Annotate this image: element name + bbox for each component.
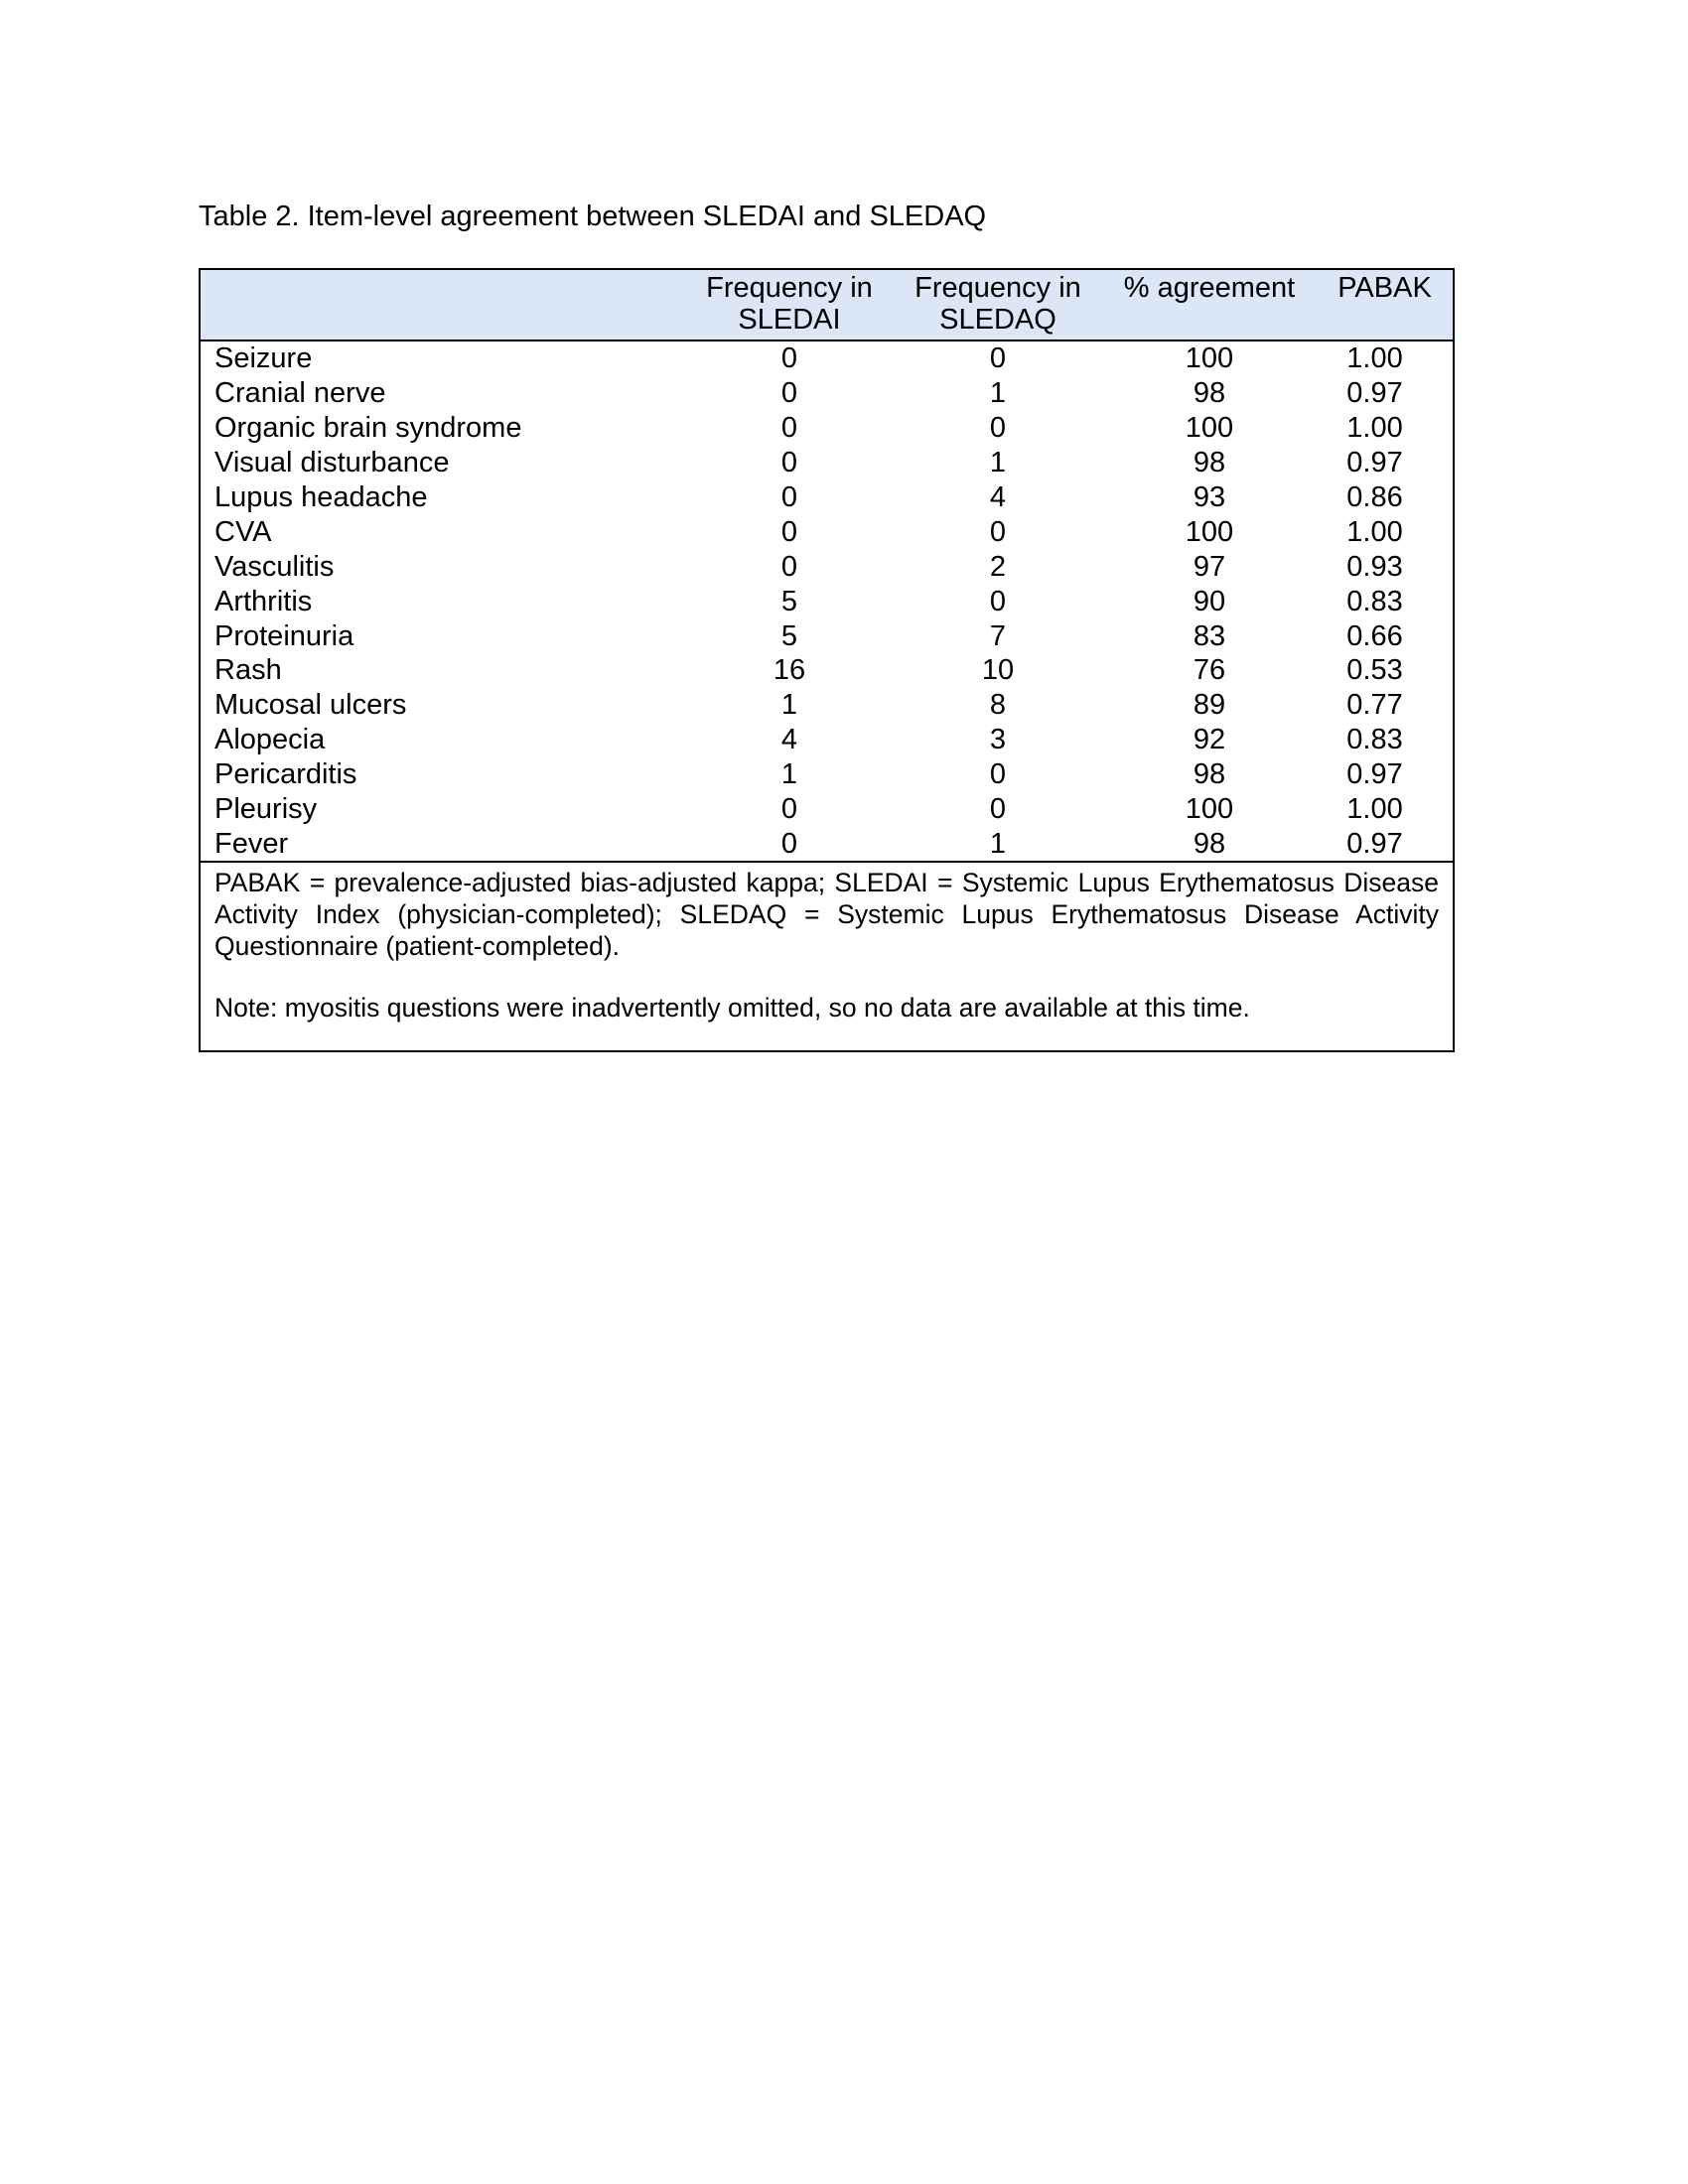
cell-pabak: 0.97 (1317, 826, 1453, 862)
cell-pabak: 0.53 (1346, 654, 1403, 687)
cell-frequency-sledai: 1 (780, 689, 798, 722)
cell-pabak: 1.00 (1346, 342, 1403, 375)
cell-item: Fever (201, 826, 685, 862)
table-body (201, 341, 1453, 862)
cell-item: Arthritis (214, 585, 313, 617)
cell-percent-agreement: 100 (1185, 793, 1234, 826)
cell-frequency-sledaq: 4 (989, 481, 1007, 513)
cell-frequency-sledai: 0 (780, 342, 798, 375)
cell-frequency-sledai: 0 (685, 826, 894, 862)
cell-frequency-sledaq: 0 (989, 412, 1007, 445)
cell-item: Rash (214, 654, 282, 687)
cell-percent-agreement: 83 (1193, 619, 1226, 652)
cell-pabak: 0.77 (1346, 689, 1403, 722)
header-frequency-sledaq-line1: Frequency in (914, 272, 1081, 304)
cell-frequency-sledai: 0 (780, 515, 798, 548)
cell-percent-agreement: 98 (1193, 758, 1226, 791)
table-row (201, 792, 1453, 827)
cell-item: Mucosal ulcers (214, 689, 407, 722)
cell-item: Pleurisy (214, 793, 318, 826)
cell-frequency-sledaq: 7 (989, 619, 1007, 652)
cell-frequency-sledaq: 1 (989, 377, 1007, 410)
cell-item: Seizure (214, 342, 313, 375)
cell-frequency-sledai: 16 (773, 654, 806, 687)
cell-frequency-sledaq: 0 (989, 793, 1007, 826)
header-item (201, 270, 685, 341)
cell-pabak: 0.83 (1346, 585, 1403, 617)
cell-percent-agreement: 93 (1193, 481, 1226, 513)
header-percent-agreement: % agreement (1123, 272, 1296, 304)
cell-frequency-sledaq: 2 (989, 550, 1007, 583)
table-row (201, 446, 1453, 480)
cell-pabak: 0.97 (1346, 377, 1403, 410)
cell-frequency-sledai: 5 (780, 619, 798, 652)
cell-item: Proteinuria (214, 619, 354, 652)
cell-pabak: 0.83 (1346, 724, 1403, 756)
cell-item: Alopecia (214, 724, 326, 756)
cell-frequency-sledaq: 1 (894, 826, 1102, 862)
table-row (201, 723, 1453, 757)
table-header-row (201, 270, 1453, 341)
header-pabak: PABAK (1337, 272, 1432, 304)
cell-percent-agreement: 97 (1193, 550, 1226, 583)
cell-pabak: 1.00 (1346, 515, 1403, 548)
cell-item: CVA (214, 515, 272, 548)
table-row (201, 584, 1453, 618)
cell-pabak: 1.00 (1346, 412, 1403, 445)
cell-frequency-sledaq: 0 (989, 585, 1007, 617)
agreement-table (201, 270, 1453, 863)
table-frame (199, 268, 1455, 1052)
header-frequency-sledaq-line2: SLEDAQ (939, 304, 1056, 336)
cell-frequency-sledaq: 0 (989, 342, 1007, 375)
cell-percent-agreement: 92 (1193, 724, 1226, 756)
cell-pabak: 0.66 (1346, 619, 1403, 652)
cell-frequency-sledai: 0 (780, 412, 798, 445)
cell-pabak: 0.86 (1346, 481, 1403, 513)
table-row (201, 826, 1453, 862)
cell-frequency-sledai: 4 (780, 724, 798, 756)
cell-percent-agreement: 76 (1193, 654, 1226, 687)
cell-percent-agreement: 100 (1185, 412, 1234, 445)
cell-frequency-sledaq: 3 (989, 724, 1007, 756)
table-row (201, 480, 1453, 515)
cell-percent-agreement: 100 (1185, 515, 1234, 548)
table-caption: Table 2. Item-level agreement between SLEDAI and SLEDAQ (199, 201, 987, 232)
cell-percent-agreement: 98 (1193, 447, 1226, 479)
cell-item: Pericarditis (214, 758, 357, 791)
cell-frequency-sledai: 5 (780, 585, 798, 617)
cell-pabak: 0.97 (1346, 447, 1403, 479)
cell-frequency-sledai: 1 (780, 758, 798, 791)
cell-percent-agreement: 100 (1185, 342, 1234, 375)
table-row (201, 653, 1453, 688)
cell-percent-agreement: 98 (1102, 826, 1317, 862)
cell-frequency-sledai: 0 (780, 793, 798, 826)
table-row (201, 411, 1453, 446)
cell-frequency-sledai: 0 (780, 377, 798, 410)
table-row (201, 376, 1453, 411)
table-footnote: PABAK = prevalence-adjusted bias-adjusted kappa; SLEDAI = Systemic Lupus Erythematosus Disease Activity Index (physician-completed); SLEDAQ = Systemic Lupus Erythematosus Disease Activity Questionnaire (patient-completed). (214, 868, 1439, 962)
table-row (201, 688, 1453, 723)
table-row (201, 341, 1453, 376)
cell-frequency-sledaq: 0 (989, 758, 1007, 791)
cell-percent-agreement: 90 (1193, 585, 1226, 617)
cell-item: Cranial nerve (214, 377, 386, 410)
cell-pabak: 1.00 (1346, 793, 1403, 826)
cell-item: Lupus headache (214, 481, 428, 513)
table-row (201, 618, 1453, 653)
table-row (201, 549, 1453, 584)
cell-frequency-sledaq: 8 (989, 689, 1007, 722)
header-frequency-sledai (685, 270, 894, 341)
cell-item: Visual disturbance (214, 447, 450, 479)
table-row (201, 757, 1453, 792)
header-frequency-sledaq (894, 270, 1102, 341)
cell-frequency-sledai: 0 (780, 447, 798, 479)
cell-pabak: 0.97 (1346, 758, 1403, 791)
cell-frequency-sledai: 0 (780, 550, 798, 583)
table-row (201, 514, 1453, 549)
cell-frequency-sledaq: 10 (981, 654, 1015, 687)
header-frequency-sledai-line1: Frequency in (706, 272, 873, 304)
cell-frequency-sledai: 0 (780, 481, 798, 513)
cell-item: Vasculitis (214, 550, 335, 583)
cell-pabak: 0.93 (1346, 550, 1403, 583)
cell-frequency-sledaq: 1 (989, 447, 1007, 479)
cell-item: Organic brain syndrome (214, 412, 522, 445)
cell-percent-agreement: 98 (1193, 377, 1226, 410)
table-note: Note: myositis questions were inadvertently omitted, so no data are available at this time. (214, 993, 1250, 1024)
cell-frequency-sledaq: 0 (989, 515, 1007, 548)
header-frequency-sledai-line2: SLEDAI (738, 304, 841, 336)
cell-percent-agreement: 89 (1193, 689, 1226, 722)
